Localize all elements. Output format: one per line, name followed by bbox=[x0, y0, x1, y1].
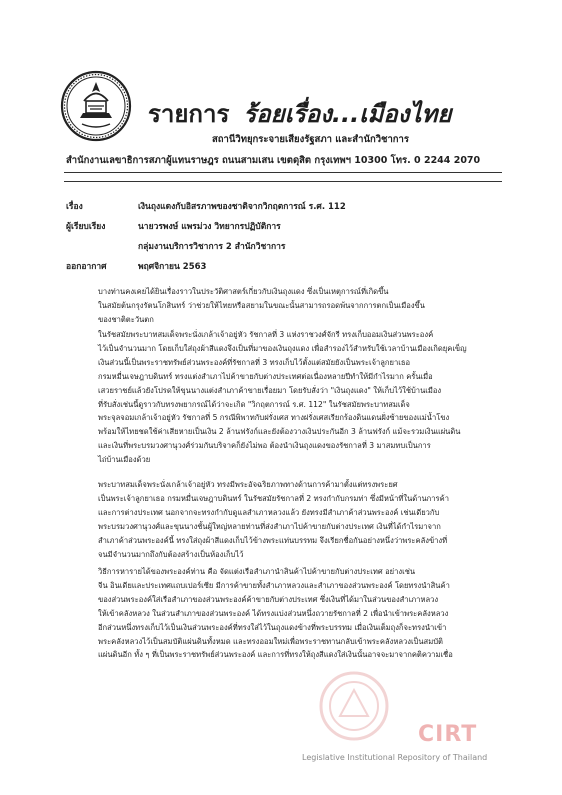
body-paragraph bbox=[66, 328, 502, 467]
author-unit-value: กลุ่มงานบริการวิชาการ 2 สำนักวิชาการ bbox=[138, 242, 286, 252]
body-line: เป็นพระเจ้าลูกยาเธอ กรมหมื่นเจษฎาบดินทร์ ในรัชสมัยรัชกาลที่ 2 ทรงกำกับกรมท่า ซึ่งมีหน้าที่ในด้านการค้า bbox=[98, 493, 449, 503]
body-line: ในสมัยต้นกรุงรัตนโกสินทร์ ว่าช่วยให้ไทยหรือสยามในขณะนั้นสามารถรอดพ้นจากการตกเป็นเมืองขึ้น bbox=[98, 300, 425, 310]
organization-line: สถานีวิทยุกระจายเสียงรัฐสภา และสำนักวิชาการ bbox=[212, 134, 409, 145]
body-line: พระจุลจอมเกล้าเจ้าอยู่หัว รัชกาลที่ 5 กรณีพิพาทกับฝรั่งเศส ทางฝรั่งเศสเรียกร้องดินแดนฝั่งซ้ายของแม่น้ำโขง bbox=[98, 413, 450, 423]
body-line: ไถ่บ้านเมืองด้วย bbox=[98, 455, 151, 465]
parliament-emblem-icon bbox=[60, 70, 132, 142]
repository-seal-icon bbox=[318, 670, 390, 742]
author-value: นายวรพงษ์ แพรม่วง วิทยากรปฏิบัติการ bbox=[138, 222, 281, 232]
aired-value: พฤศจิกายน 2563 bbox=[138, 262, 207, 272]
body-line: บางท่านคงเคยได้ยินเรื่องราวในประวัติศาสตร์เกี่ยวกับเงินถุงแดง ซึ่งเป็นเหตุการณ์ที่เกิดขึ้น bbox=[98, 287, 389, 296]
body-line: ที่รับสั่งเช่นนี้ดูราวกับทรงพยากรณ์ได้ว่าจะเกิด "วิกฤตการณ์ ร.ศ. 112" ในรัชสมัยพระบาทสมเด็จ bbox=[98, 399, 410, 409]
header-rule bbox=[64, 181, 502, 182]
body-line: ไว้เป็นจำนวนมาก โดยเก็บใส่ถุงผ้าสีแดงจึงเป็นที่มาของเงินถุงแดง เพื่อสำรองไว้สำหรับใช้เวลาบ้านเมืองเกิดยุคเข็ญ bbox=[98, 343, 467, 353]
author-label: ผู้เรียบเรียง bbox=[66, 222, 106, 232]
body-line: และเงินที่พระบรมวงศานุวงศ์ร่วมกันบริจาคก็ยังไม่พอ ต้องนำเงินถุงแดงของรัชกาลที่ 3 มาสมทบเป็นการ bbox=[98, 441, 431, 451]
body-line: ให้เข้าคลังหลวง ในส่วนสำเภาของส่วนพระองค์ ได้ทรงแบ่งส่วนหนึ่งถวายรัชกาลที่ 2 เพื่อนำเข้าพระคลังหลวง bbox=[98, 608, 449, 618]
subject-label: เรื่อง bbox=[66, 202, 83, 212]
body-line: พระคลังหลวงไว้เป็นสมบัติแผ่นดินทั้งหมด และทรงออมใหม่เพื่อพระราชทานกลับเข้าพระคลังหลวงเป็นสมบัติ bbox=[98, 636, 443, 646]
body-line: สำเภาค้าส่วนพระองค์นี้ ทรงใส่ถุงผ้าสีแดงเก็บไว้ข้างพระแท่นบรรทม จึงเรียกชื่อกันอย่างหนึ่งว่าพระคลังข้างที่ bbox=[98, 535, 448, 545]
body-line: เสวยราชย์แล้วยังโปรดให้ขุนนางแต่งสำเภาค้าขายเรื่อยมา โดยรับสั่งว่า "เงินถุงแดง" ให้เก็บไว้ใช้บ้านเมือง bbox=[98, 385, 442, 395]
program-title-main: รายการ bbox=[148, 100, 230, 128]
body-paragraph bbox=[66, 478, 502, 561]
body-line: จนมีจำนวนมากถึงกับต้องสร้างเป็นห้องเก็บไว้ bbox=[98, 549, 244, 559]
body-line: พระบรมวงศานุวงศ์และขุนนางชั้นผู้ใหญ่หลายท่านที่ส่งสำเภาไปค้าขายกับต่างประเทศ เงินที่ได้กำไรมาจาก bbox=[98, 521, 441, 531]
body-line: พร้อมให้ไทยชดใช้ค่าเสียหายเป็นเงิน 2 ล้านฟรังก์และยังต้องวางเงินประกันอีก 3 ล้านฟรังก์ แม้จะรวมเงินแผ่นดิน bbox=[98, 427, 461, 437]
address-line: สำนักงานเลขาธิการสภาผู้แทนราษฎร ถนนสามเสน เขตดุสิต กรุงเทพฯ 10300 โทร. 0 2244 2070 bbox=[66, 155, 481, 166]
program-title-italic: ร้อยเรื่อง...เมืองไทย bbox=[243, 100, 452, 128]
program-title bbox=[148, 94, 451, 133]
body-line: และการต่างประเทศ นอกจากจะทรงกำกับดูแลสำเภาหลวงแล้ว ยังทรงมีสำเภาค้าส่วนพระองค์ เช่นเดียวกับ bbox=[98, 507, 440, 517]
body-line: แผ่นดินอีก ทั้ง ๆ ที่เป็นพระราชทรัพย์ส่วนพระองค์ และการที่ทรงให้ถุงสีแดงใส่เงินนั้นอาจจะมาจากคติความเชื่อ bbox=[98, 650, 453, 660]
header-rule bbox=[64, 172, 502, 173]
body-line: กรมหมื่นเจษฎาบดินทร์ ทรงแต่งสำเภาไปค้าขายกับต่างประเทศต่อเนื่องหลายปีทำให้มีกำไรมาก ครั้นเมื่อ bbox=[98, 371, 433, 381]
body-paragraph bbox=[66, 565, 502, 662]
body-line: จีน อินเดียและประเทศแถบเปอร์เซีย มีการค้าขายทั้งสำเภาหลวงและสำเภาของส่วนพระองค์ โดยทรงนำสินค้า bbox=[98, 580, 450, 590]
body-line: ของชาติตะวันตก bbox=[98, 314, 154, 324]
repository-footer: Legislative Institutional Repository of Thailand bbox=[302, 753, 488, 762]
cirt-watermark: CIRT bbox=[418, 722, 478, 747]
subject-value: เงินถุงแดงกับอิสรภาพของชาติจากวิกฤตการณ์ ร.ศ. 112 bbox=[138, 202, 346, 212]
aired-label: ออกอากาศ bbox=[66, 262, 107, 272]
body-line: พระบาทสมเด็จพระนั่งเกล้าเจ้าอยู่หัว ทรงมีพระอัจฉริยภาพทางด้านการค้ามาตั้งแต่ทรงพระยศ bbox=[98, 480, 398, 489]
body-paragraph bbox=[66, 285, 502, 327]
body-line: อีกส่วนหนึ่งทรงเก็บไว้เป็นเงินส่วนพระองค์ที่ทรงใส่ไว้ในถุงแดงข้างที่พระบรรทม เมื่อเงินเต็มถุงก็จะทรงนำเข้า bbox=[98, 622, 447, 632]
body-line: วิธีการหารายได้ของพระองค์ท่าน คือ จัดแต่งเรือสำเภานำสินค้าไปค้าขายกับต่างประเทศ อย่างเช่น bbox=[98, 567, 416, 576]
body-line: เงินส่วนนี้เป็นพระราชทรัพย์ส่วนพระองค์ที่รัชกาลที่ 3 ทรงเก็บไว้ตั้งแต่สมัยยังเป็นพระเจ้าลูกยาเธอ bbox=[98, 357, 411, 367]
body-line: ในรัชสมัยพระบาทสมเด็จพระนั่งเกล้าเจ้าอยู่หัว รัชกาลที่ 3 แห่งราชวงศ์จักรี ทรงเก็บออมเงินส่วนพระองค์ bbox=[98, 330, 434, 339]
body-line: ของส่วนพระองค์ใส่เรือสำเภาของส่วนพระองค์ค้าขายกับต่างประเทศ ซึ่งเงินที่ได้มาในส่วนของสำเภาหลวง bbox=[98, 594, 439, 604]
